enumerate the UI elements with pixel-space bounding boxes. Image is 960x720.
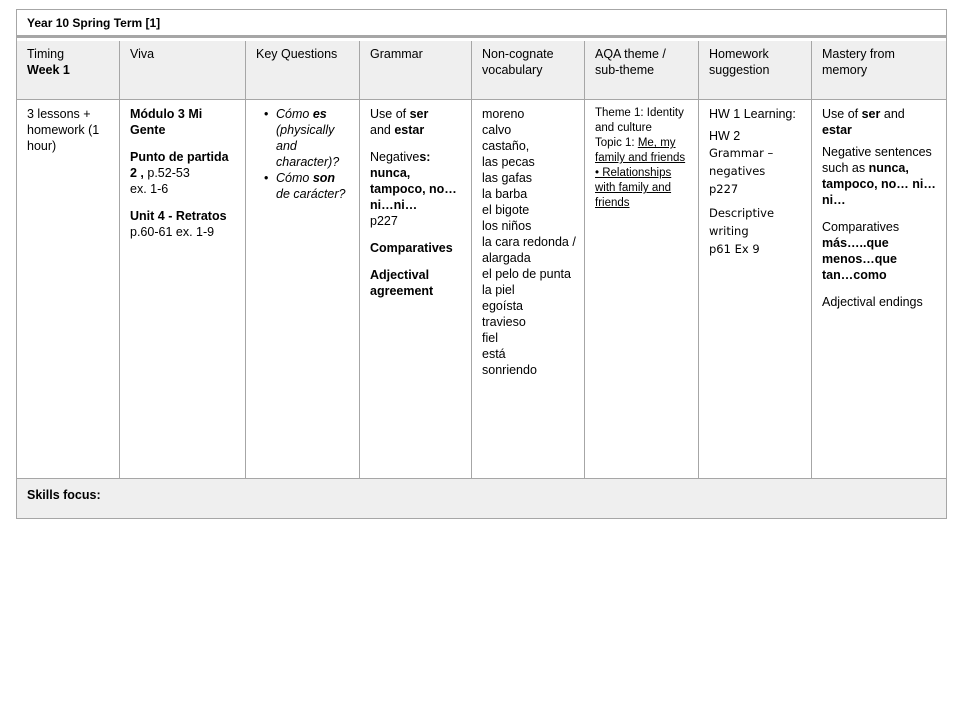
punto-de-partida xyxy=(130,149,237,181)
viva-column xyxy=(120,41,246,478)
g-estar: estar xyxy=(394,123,425,137)
m-ser: ser xyxy=(861,107,881,121)
modulo-title: Módulo 3 Mi Gente xyxy=(130,107,203,137)
vocab-item: castaño, xyxy=(482,139,530,153)
homework-column xyxy=(699,41,812,478)
grammar-ser-estar xyxy=(370,106,463,138)
m-estar: estar xyxy=(822,123,852,137)
vocab-item: la piel xyxy=(482,283,515,297)
vocab-item: el pelo de punta xyxy=(482,267,571,281)
m-neg-intro: Negative sentences such as xyxy=(822,145,932,175)
key-questions-list xyxy=(260,106,351,202)
lesson-plan-table xyxy=(16,9,947,519)
aqa-relationships-link[interactable]: • Relationships with family and friends xyxy=(595,167,672,209)
mastery-header: Mastery from memory xyxy=(812,41,946,100)
hw-descriptive-page: p61 Ex 9 xyxy=(709,242,760,256)
vocab-item: egoísta xyxy=(482,299,524,313)
homework-header: Homework suggestion xyxy=(699,41,811,100)
grammar-negatives-list: nunca, tampoco, no… ni…ni… xyxy=(370,166,457,212)
homework-cell xyxy=(699,100,811,258)
unit-title: Unit 4 - Retratos xyxy=(130,209,227,223)
kq2-b: son xyxy=(312,171,336,185)
aqa-header: AQA theme / sub-theme xyxy=(585,41,698,100)
mastery-comp-1: más…..que xyxy=(822,236,889,250)
g-use: Use of xyxy=(370,107,410,121)
mastery-comparatives: Comparatives xyxy=(822,220,900,234)
kq1-b: es xyxy=(312,107,327,121)
timing-cell xyxy=(17,100,119,154)
hw2-page: p227 xyxy=(709,182,739,196)
mastery-ser-estar xyxy=(822,106,938,138)
aqa-theme: Theme 1: Identity and culture xyxy=(595,107,684,134)
grammar-negatives xyxy=(370,149,463,165)
key-questions-header: Key Questions xyxy=(246,41,359,100)
unit-pages: p.60-61 ex. 1-9 xyxy=(130,225,215,239)
skills-focus-label: Skills focus: xyxy=(27,488,101,502)
key-question-2 xyxy=(276,170,351,202)
mastery-negatives xyxy=(822,144,938,208)
g-ser: ser xyxy=(409,107,429,121)
grammar-column xyxy=(360,41,472,478)
vocab-item: la cara redonda / xyxy=(482,235,576,249)
grammar-header: Grammar xyxy=(360,41,471,100)
skills-focus-row xyxy=(17,478,946,518)
aqa-cell xyxy=(585,100,698,211)
kq1-a: Cómo xyxy=(276,107,313,121)
key-questions-cell xyxy=(246,100,359,202)
vocab-item: el bigote xyxy=(482,203,530,217)
vocab-cell xyxy=(472,100,584,378)
mastery-adjectival: Adjectival endings xyxy=(822,295,923,309)
timing-header xyxy=(17,41,119,100)
viva-header: Viva xyxy=(120,41,245,100)
m-and: and xyxy=(880,107,905,121)
g-neg-b: s: xyxy=(419,150,431,164)
g-neg-a: Negative xyxy=(370,150,420,164)
timing-header-week: Week 1 xyxy=(27,63,70,77)
vocab-item: la barba xyxy=(482,187,528,201)
vocab-item: las gafas xyxy=(482,171,533,185)
mastery-cell xyxy=(812,100,946,310)
m-use: Use of xyxy=(822,107,862,121)
aqa-topic xyxy=(595,136,690,166)
title-row xyxy=(17,10,946,38)
vocab-header: Non-cognate vocabulary xyxy=(472,41,584,100)
mastery-comp-3: tan…como xyxy=(822,268,887,282)
timing-text: 3 lessons + homework (1 hour) xyxy=(27,107,100,153)
table-title: Year 10 Spring Term [1] xyxy=(27,16,161,30)
grammar-negatives-page: p227 xyxy=(370,214,398,228)
vocab-item: calvo xyxy=(482,123,512,137)
punto-title: Punto de partida 2 , xyxy=(130,150,229,180)
key-questions-column xyxy=(246,41,360,478)
aqa-topic-prefix: Topic 1: xyxy=(595,137,638,149)
timing-header-label: Timing xyxy=(27,47,65,61)
punto-pages: p.52-53 xyxy=(143,166,190,180)
hw2: HW 2 xyxy=(709,129,741,143)
hw-descriptive: Descriptive writing xyxy=(709,206,775,238)
kq1-c: (physically and character)? xyxy=(276,123,340,169)
vocab-item: travieso xyxy=(482,315,526,329)
mastery-comp-2: menos…que xyxy=(822,252,898,266)
m-neg-bold: nunca, tampoco, no… ni…ni… xyxy=(822,161,936,207)
punto-exercises: ex. 1-6 xyxy=(130,182,169,196)
mastery-column xyxy=(812,41,946,478)
grammar-cell xyxy=(360,100,471,299)
hw2-text: Grammar – negatives xyxy=(709,146,774,178)
timing-column xyxy=(17,41,120,478)
vocab-item: los niños xyxy=(482,219,532,233)
vocab-item: moreno xyxy=(482,107,525,121)
vocab-item: fiel xyxy=(482,331,498,345)
viva-cell xyxy=(120,100,245,240)
aqa-column xyxy=(585,41,699,478)
key-question-1 xyxy=(276,106,351,170)
kq2-a: Cómo xyxy=(276,171,313,185)
vocab-item: sonriendo xyxy=(482,363,537,377)
kq2-c: de carácter? xyxy=(276,187,346,201)
vocab-item: alargada xyxy=(482,251,531,265)
aqa-topic-link[interactable]: Me, my family and friends xyxy=(595,137,686,164)
grammar-comparatives: Comparatives xyxy=(370,241,453,255)
vocab-column xyxy=(472,41,585,478)
grammar-adjectival: Adjectival agreement xyxy=(370,268,434,298)
g-and: and xyxy=(370,123,395,137)
hw1: HW 1 Learning: xyxy=(709,107,796,121)
vocab-item: está xyxy=(482,347,506,361)
vocab-item: las pecas xyxy=(482,155,535,169)
